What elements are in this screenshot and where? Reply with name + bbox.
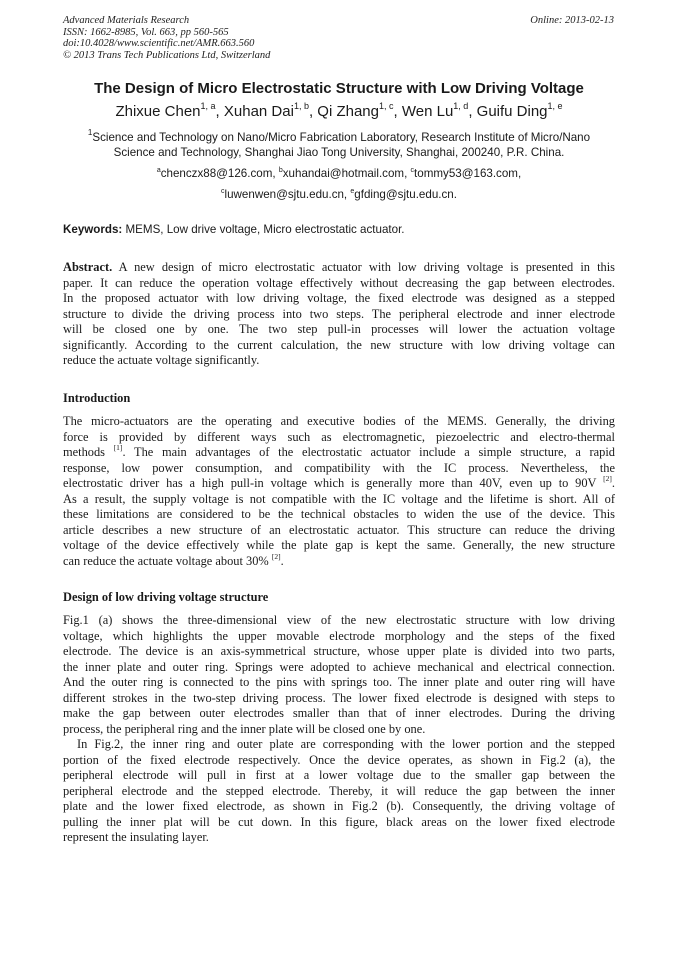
introduction-heading: Introduction [63, 391, 131, 405]
author-affil-sup: 1, e [547, 101, 563, 111]
design-block [63, 613, 615, 846]
abstract-line: structure to divide the driving process into two steps. The peripheral electrode and inner electrode [63, 306, 615, 321]
author-separator: , [393, 103, 402, 120]
intro-line: these limitations are considered to be the technical obstacles to widen the use of the device. This [63, 507, 615, 521]
abstract-line [63, 260, 615, 276]
intro-line: As a result, the supply voltage is not compatible with the IC voltage and the lifetime is short. All of [63, 491, 615, 506]
author-name: Guifu Ding [476, 103, 548, 120]
intro-line [63, 551, 615, 570]
affiliation-sup: 1 [87, 128, 93, 137]
design-heading: Design of low driving voltage structure [63, 590, 269, 604]
abstract-text: A new design of micro electrostatic actuator with low driving voltage is presented in this [112, 260, 615, 274]
intro-text: can reduce the actuate voltage about 30% [63, 553, 272, 568]
intro-text: . [611, 476, 615, 490]
abstract-label: Abstract. [63, 260, 113, 274]
author-list [0, 102, 678, 122]
affiliation-line-2: Science and Technology, Shanghai Jiao Tong University, Shanghai, 200240, P.R. China. [113, 145, 565, 159]
paper-title: The Design of Micro Electrostatic Structure with Low Driving Voltage [94, 80, 584, 97]
intro-text: methods [63, 445, 114, 459]
abstract-block [63, 260, 615, 369]
journal-header [63, 15, 270, 61]
author-name: Wen Lu [401, 103, 454, 120]
design-line: different strokes in the two-step driving process. The lower fixed electrode is designed with steps to [63, 690, 615, 705]
keywords [63, 223, 615, 237]
abstract-line: will be closed one by one. The two step pull-in processes will lower the actuation voltage [63, 322, 615, 336]
author-affil-sup: 1, a [200, 101, 216, 111]
author-affil-sup: 1, c [379, 101, 394, 111]
intro-text: electrostatic driver has a high pull-in voltage which is generally more than 40V, even up to 90V [63, 476, 604, 490]
design-line: And the outer ring is connected to the pins with springs too. The inner plate and outer ring will have [63, 675, 615, 689]
introduction-block [63, 414, 615, 569]
keywords-text: MEMS, Low drive voltage, Micro electrostatic actuator. [125, 223, 405, 236]
intro-line: force is provided by different ways such as electromagnetic, piezoelectric and electro-thermal [63, 429, 615, 444]
author-name: Zhixue Chen [115, 103, 201, 120]
copyright-line: © 2013 Trans Tech Publications Ltd, Switzerland [63, 49, 271, 61]
email-sup: c [410, 167, 415, 174]
email-line-1 [0, 167, 678, 181]
intro-line: response, low power consumption, and compatibility with the IC process. Nevertheless, the [63, 460, 615, 475]
author-name: Xuhan Dai [223, 103, 294, 120]
online-date: Online: 2013-02-13 [530, 15, 614, 26]
design-line: plate and the lower fixed electrode, as shown in Fig.2 (b). Consequently, the driving voltage of [63, 799, 615, 813]
design-line: voltage, which highlights the upper movable electrode morphology and the steps of the fixed [63, 628, 615, 643]
email-b[interactable]: xuhandai@hotmail.com, [282, 167, 408, 180]
design-line: In Fig.2, the inner ring and outer plate are corresponding with the lower portion and the stepped [77, 737, 615, 751]
design-line: process, the peripheral ring and the inner plate will be closed one by one. [63, 721, 426, 736]
keywords-label: Keywords: [63, 223, 123, 236]
citation-ref: [2] [271, 551, 281, 561]
journal-name: Advanced Materials Research [63, 15, 190, 26]
citation-ref: [2] [603, 474, 612, 483]
abstract-line: In the proposed actuator with low driving voltage, the fixed electrode was designed as a stepped [63, 291, 615, 305]
author-name: Qi Zhang [317, 103, 379, 120]
design-line: pulling the inner plat will be cut down. In this figure, black areas on the lower fixed electrode [63, 814, 615, 829]
email-sup: a [156, 167, 161, 174]
email-sup: c [221, 188, 225, 195]
design-line: electrode. The device is an axis-symmetrical structure, whose upper plate is divided into two parts, [63, 644, 615, 658]
issn-line: ISSN: 1662-8985, Vol. 663, pp 560-565 [63, 26, 229, 38]
author-affil-sup: 1, b [293, 101, 309, 111]
email-sup: b [278, 167, 283, 174]
email-d[interactable]: luwenwen@sjtu.edu.cn, [224, 188, 348, 201]
abstract-line: paper. It can reduce the operation voltage effectively without decreasing the gap between electrodes. [63, 275, 615, 290]
design-line: represent the insulating layer. [63, 830, 209, 844]
affiliation-line-1: Science and Technology on Nano/Micro Fabrication Laboratory, Research Institute of Micro/Nano [92, 131, 591, 144]
design-line: make the gap between outer electrodes smaller than that of inner electrodes. During the driving [63, 706, 615, 720]
author-separator: , [468, 103, 477, 120]
author-affil-sup: 1, d [453, 101, 469, 111]
doi-line: doi:10.4028/www.scientific.net/AMR.663.560 [63, 38, 255, 50]
design-line: peripheral electrode will pull in first at a lower voltage due to the smaller gap between the [63, 768, 615, 782]
intro-text: . The main advantages of the electrostatic actuator include a simple structure, a rapid [122, 445, 615, 459]
design-line: peripheral electrode and the stepped electrode. Thereby, it will reduce the gap between the inner [63, 783, 615, 798]
email-e[interactable]: gfding@sjtu.edu.cn. [354, 188, 457, 201]
email-c[interactable]: tommy53@163.com, [414, 167, 522, 180]
intro-line: article describes a new structure of an electrostatic actuator. This structure can reduce the driving [63, 522, 615, 537]
design-line: portion of the fixed electrode respectively. Once the device operates, as shown in Fig.2 (a), the [63, 752, 615, 767]
design-line: the inner plate and outer ring. Springs were adopted to achieve mechanical and electrical connection. [63, 659, 615, 674]
citation-ref: [1] [113, 443, 123, 452]
abstract-line: reduce the actuate voltage significantly. [63, 353, 260, 367]
intro-line: voltage of the device effectively while the plate gap is kept the same. Generally, the new structure [63, 538, 615, 552]
affiliation [63, 128, 615, 160]
email-a[interactable]: chenczx88@126.com, [160, 167, 276, 180]
email-sup: e [350, 188, 355, 195]
intro-line [63, 476, 615, 492]
intro-text: . [280, 553, 284, 568]
email-line-2 [0, 188, 678, 202]
intro-line [63, 445, 615, 461]
author-separator: , [308, 103, 318, 120]
abstract-line: significantly. According to the current calculation, the new structure with low driving voltage can [63, 337, 615, 352]
intro-line: The micro-actuators are the operating and executive bodies of the MEMS. Generally, the driving [63, 414, 615, 428]
author-separator: , [215, 103, 224, 120]
design-line: Fig.1 (a) shows the three-dimensional view of the new electrostatic structure with low driving [63, 613, 615, 627]
